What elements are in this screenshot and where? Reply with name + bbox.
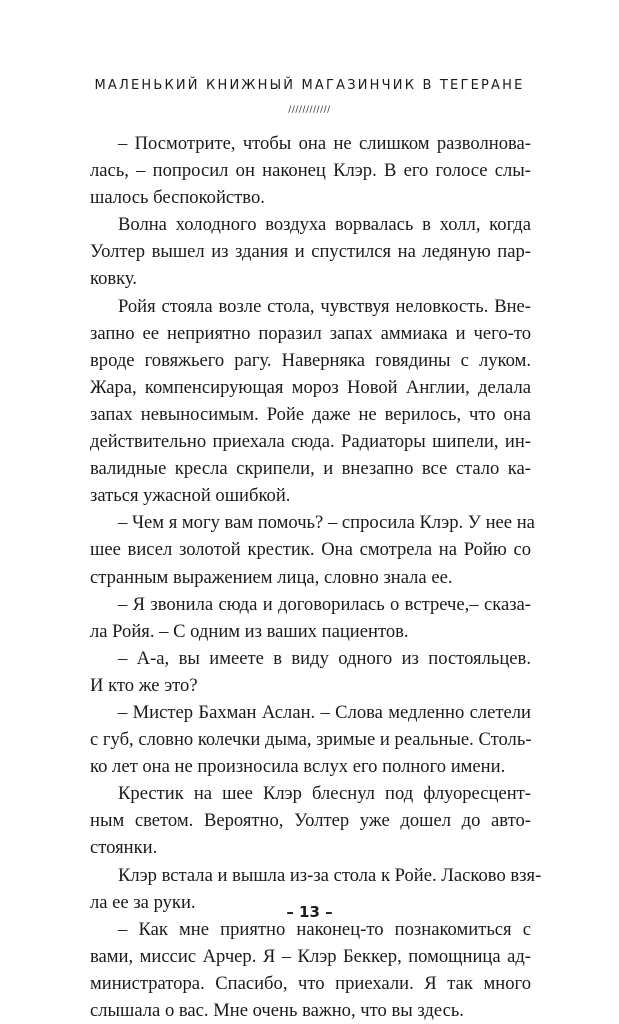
text-line: Уолтер вышел из здания и спустился на ледяную пар- — [90, 241, 531, 263]
text-line: лась, – попросил он наконец Клэр. В его голосе слы- — [90, 160, 531, 182]
text-line: ным светом. Вероятно, Уолтер уже дошел до авто- — [90, 810, 531, 832]
text-line: – А-а, вы имеете в виду одного из постояльцев. — [118, 647, 531, 669]
text-line: слышала о вас. Мне очень важно, что вы здесь. — [90, 1000, 464, 1021]
text-line: ковку. — [90, 268, 138, 290]
text-line: Клэр встала и вышла из-за стола к Ройе. Ласково взя- — [118, 864, 542, 886]
paragraph — [90, 130, 531, 211]
paragraph — [90, 916, 531, 1024]
text-line: странным выражением лица, словно знала ее. — [90, 566, 453, 588]
text-line: Жара, компенсирующая мороз Новой Англии, делала — [90, 376, 531, 398]
text-line: министратора. Спасибо, что приехали. Я так много — [90, 972, 531, 994]
paragraph — [90, 591, 531, 645]
text-line: И кто же это? — [90, 674, 198, 696]
text-line: ла ее за руки. — [90, 891, 196, 913]
text-line: заться ужасной ошибкой. — [90, 485, 291, 507]
text-line: ко лет она не произносила вслух его полного имени. — [90, 756, 506, 778]
text-line: Крестик на шее Клэр блеснул под флуоресцент- — [118, 783, 531, 805]
text-line: – Чем я могу вам помочь? – спросила Клэр. У нее на — [118, 512, 535, 534]
running-title: МАЛЕНЬКИЙ КНИЖНЫЙ МАГАЗИНЧИК В ТЕГЕРАНЕ — [94, 78, 525, 93]
text-line: запно ее неприятно поразил запах аммиака и чего-то — [90, 322, 531, 344]
text-line: – Посмотрите, чтобы она не слишком разволнова- — [118, 133, 531, 154]
text-line: шее висел золотой крестик. Она смотрела на Ройю со — [90, 539, 531, 561]
text-line: – Как мне приятно наконец-то познакомиться с — [118, 918, 531, 940]
paragraph — [90, 699, 531, 780]
text-line: – Мистер Бахман Аслан. – Слова медленно слетели — [118, 701, 531, 723]
text-line: стоянки. — [90, 837, 158, 859]
text-line: валидные кресла скрипели, и внезапно все стало ка- — [90, 458, 531, 480]
paragraph — [90, 293, 531, 510]
text-line: шалось беспокойство. — [90, 187, 265, 209]
paragraph — [90, 211, 531, 292]
text-line: Волна холодного воздуха ворвалась в холл, когда — [118, 214, 531, 236]
header-ornament: //////////// — [288, 105, 331, 115]
page-number: – 13 – — [286, 903, 333, 921]
paragraph — [90, 780, 531, 861]
text-line: с губ, словно колечки дыма, зримые и реальные. Столь- — [90, 729, 532, 751]
text-line: вами, миссис Арчер. Я – Клэр Беккер, помощница ад- — [90, 945, 531, 967]
text-line: – Я звонила сюда и договорилась о встрече,– сказа- — [118, 593, 531, 615]
body-text — [90, 130, 542, 1024]
text-line: запах невыносимым. Ройе даже не верилось, что она — [90, 403, 531, 425]
paragraph — [90, 509, 535, 590]
text-line: действительно приехала сюда. Радиаторы шипели, ин- — [90, 431, 531, 453]
text-line: ла Ройя. – С одним из ваших пациентов. — [90, 620, 409, 642]
paragraph — [90, 645, 531, 699]
text-line: вроде говяжьего рагу. Наверняка говядины с луком. — [90, 349, 531, 371]
text-line: Ройя стояла возле стола, чувствуя неловкость. Вне- — [118, 295, 531, 317]
